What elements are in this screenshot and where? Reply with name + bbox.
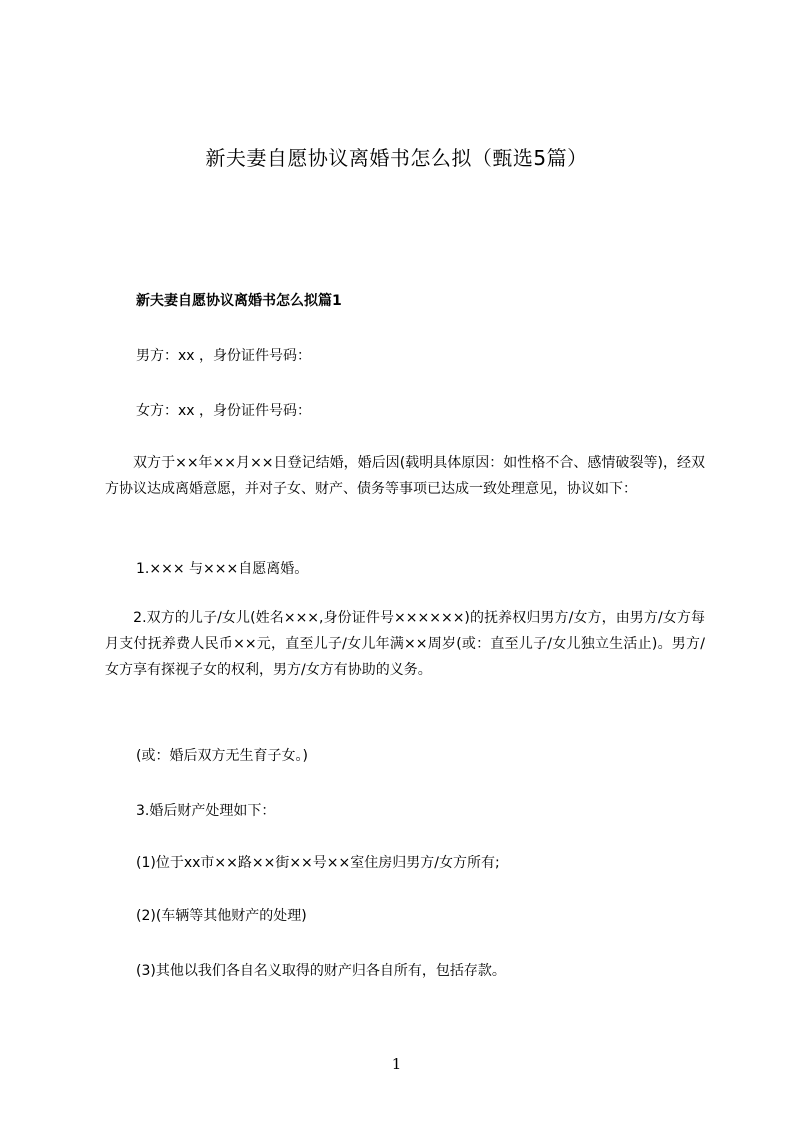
agreement-item-1: 1.××× 与×××自愿离婚。 xyxy=(136,561,309,577)
female-party-line: 女方：xx ，身份证件号码： xyxy=(136,403,312,419)
property-item-1: (1)位于xx市××路××街××号××室住房归男方/女方所有; xyxy=(136,855,500,871)
intro-paragraph: 双方于××年××月××日登记结婚，婚后因(载明具体原因：如性格不合、感情破裂等)，经双方协议达成离婚意愿，并对子女、财产、债务等事项已达成一致处理意见，协议如下： xyxy=(105,455,705,497)
agreement-item-3: 3.婚后财产处理如下： xyxy=(136,803,276,819)
agreement-item-2: 2.双方的儿子/女儿(姓名×××,身份证件号××××××)的抚养权归男方/女方，由男方/女方每月支付抚养费人民币××元，直至儿子/女儿年满××周岁(或：直至儿子/女儿独立生活止)。男方/女方享有探视子女的权利，男方/女方有协助的义务。 xyxy=(105,610,705,678)
section-heading: 新夫妻自愿协议离婚书怎么拟篇1 xyxy=(136,293,342,309)
male-party-line: 男方：xx ，身份证件号码： xyxy=(136,348,312,364)
property-item-2: (2)(车辆等其他财产的处理) xyxy=(136,908,307,924)
document-title: 新夫妻自愿协议离婚书怎么拟（甄选5篇） xyxy=(205,146,588,170)
property-item-3: (3)其他以我们各自名义取得的财产归各自所有，包括存款。 xyxy=(136,963,506,979)
no-children-note: (或：婚后双方无生育子女。) xyxy=(136,748,308,764)
page-number: 1 xyxy=(391,1055,402,1073)
